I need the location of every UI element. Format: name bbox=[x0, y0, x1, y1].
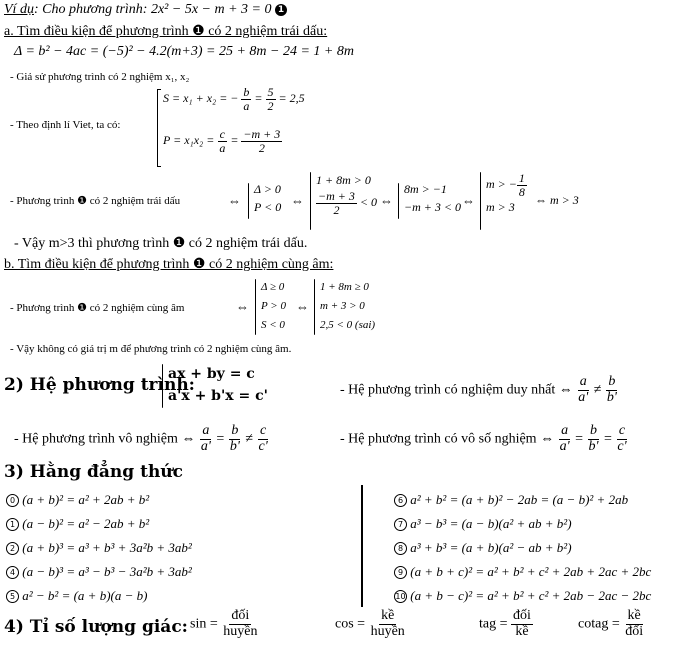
part-a-assume: - Giả sử phương trình có 2 nghiệm x₁, x₂ bbox=[10, 71, 190, 83]
example-line bbox=[4, 2, 287, 18]
brace-b1 bbox=[255, 279, 256, 335]
section-2-heading: 2) Hệ phương trình: bbox=[4, 375, 195, 395]
trig-cotag: cotag = $\frac{\text{kề}}{\text{đối}}$ bbox=[578, 608, 644, 639]
part-a-delta: Δ = b² − 4ac = (−5)² − 4.2(m+3) = 25 + 8m − 24 = 1 + 8m bbox=[14, 44, 354, 59]
trig-tag: tag = $\frac{\text{đối}}{\text{kề}}$ bbox=[479, 608, 531, 639]
part-b-conclusion: - Vậy không có giá trị m để phương trình có 2 nghiệm cùng âm. bbox=[10, 343, 292, 355]
brace-1 bbox=[248, 183, 249, 219]
example-text: Cho phương trình: 2x² − 5x − m + 3 = 0 bbox=[42, 2, 272, 17]
identities-right bbox=[394, 488, 651, 608]
identities-divider bbox=[361, 485, 363, 607]
system-3: 8m > −1 −m + 3 < 0 bbox=[404, 182, 461, 214]
system-4: m > − $\frac{1}{8}$ m > 3 bbox=[486, 171, 525, 215]
part-a-conclusion: - Vậy m>3 thì phương trình ❶ có 2 nghiệm trái dấu. bbox=[14, 236, 308, 251]
example-label: Ví dụ bbox=[4, 2, 34, 17]
example-colon: : bbox=[33, 2, 39, 17]
identity-row: 7 a³ − b³ = (a − b)(a² + ab + b²) bbox=[394, 512, 651, 536]
brace-2 bbox=[310, 172, 311, 230]
viet-bracket bbox=[157, 89, 161, 167]
identity-row: 5 a² − b² = (a + b)(a − b) bbox=[6, 584, 192, 608]
trig-sin: sin = $\frac{\text{đối}}{\text{huyền}}$ bbox=[190, 608, 258, 639]
system-b1: Δ ≥ 0 P > 0 S < 0 bbox=[261, 281, 286, 331]
arrow-2: ⇔ bbox=[291, 193, 304, 208]
arrow-b2: ⇔ bbox=[296, 299, 309, 314]
part-a-title: a. Tìm điều kiện để phương trình ❶ có 2 nghiệm trái dấu: bbox=[4, 24, 328, 39]
identity-row: 8 a³ + b³ = (a + b)(a² − ab + b²) bbox=[394, 536, 651, 560]
arrow-b1: ⇔ bbox=[236, 299, 249, 314]
section-4-heading: 4) Tỉ số lượng giác: bbox=[4, 617, 188, 637]
arrow-1: ⇔ bbox=[228, 193, 241, 208]
viet-S-formula: S = x₁ + x₂ = − $\frac{b}{a}$ = $\frac{5}{2}$ = 2,5 bbox=[163, 85, 305, 113]
identity-row: 2 (a + b)³ = a³ + b³ + 3a²b + 3ab² bbox=[6, 536, 192, 560]
hpt-unique: - Hệ phương trình có nghiệm duy nhất ⇔ $\frac{a}{a'}$ ≠ $\frac{b}{b'}$ bbox=[340, 374, 617, 405]
identity-row: 0 (a + b)² = a² + 2ab + b² bbox=[6, 488, 192, 512]
system-b2: 1 + 8m ≥ 0 m + 3 > 0 2,5 < 0 (sai) bbox=[320, 281, 376, 331]
system-4-result: ⇔ m > 3 bbox=[535, 193, 579, 207]
system-1: Δ > 0 P < 0 bbox=[254, 182, 282, 214]
identity-row: 6 a² + b² = (a + b)² − 2ab = (a − b)² + 2ab bbox=[394, 488, 651, 512]
section-3-heading: 3) Hằng đẳng thức bbox=[4, 462, 184, 482]
trig-cos: cos = $\frac{\text{kề}}{\text{huyền}}$ bbox=[335, 608, 405, 639]
part-a-viet: - Theo định lí Viet, ta có: bbox=[10, 119, 121, 131]
part-b-condition: - Phương trình ❶ có 2 nghiệm cùng âm bbox=[10, 302, 185, 314]
brace-hpt bbox=[162, 364, 163, 408]
hpt-infinite: - Hệ phương trình có vô số nghiệm ⇔ $\frac{a}{a'}$ = $\frac{b}{b'}$ = $\frac{c}{c'}$ bbox=[340, 423, 627, 454]
identity-row: 10 (a + b − c)² = a² + b² + c² + 2ab − 2ac − 2bc bbox=[395, 588, 652, 603]
hpt-system: ax + by = c a'x + b'x = c' bbox=[168, 366, 268, 404]
part-b-title: b. Tìm điều kiện để phương trình ❶ có 2 nghiệm cùng âm: bbox=[4, 257, 334, 272]
brace-3 bbox=[398, 183, 399, 219]
identity-row: 1 (a − b)² = a² − 2ab + b² bbox=[6, 512, 192, 536]
identity-row: 4 (a − b)³ = a³ − b³ − 3a²b + 3ab² bbox=[6, 560, 192, 584]
identity-row: 9 (a + b + c)² = a² + b² + c² + 2ab + 2ac + 2bc bbox=[394, 560, 651, 584]
hpt-none: - Hệ phương trình vô nghiệm ⇔ $\frac{a}{a'}$ = $\frac{b}{b'}$ ≠ $\frac{c}{c'}$ bbox=[14, 423, 268, 454]
identities-left bbox=[6, 488, 192, 608]
system-2: 1 + 8m > 0 $\frac{-m + 3}{2}$ < 0 bbox=[316, 173, 377, 217]
brace-4 bbox=[480, 172, 481, 230]
brace-b2 bbox=[314, 279, 315, 335]
equation-marker-1: 1 bbox=[275, 4, 287, 16]
arrow-3: ⇔ bbox=[380, 193, 393, 208]
part-a-condition: - Phương trình ❶ có 2 nghiệm trái dấu bbox=[10, 195, 181, 207]
viet-P-formula: P = x₁x₂ = $\frac{c}{a}$ = $\frac{-m + 3}{2}$ bbox=[163, 127, 281, 155]
arrow-4: ⇔ bbox=[462, 193, 475, 208]
